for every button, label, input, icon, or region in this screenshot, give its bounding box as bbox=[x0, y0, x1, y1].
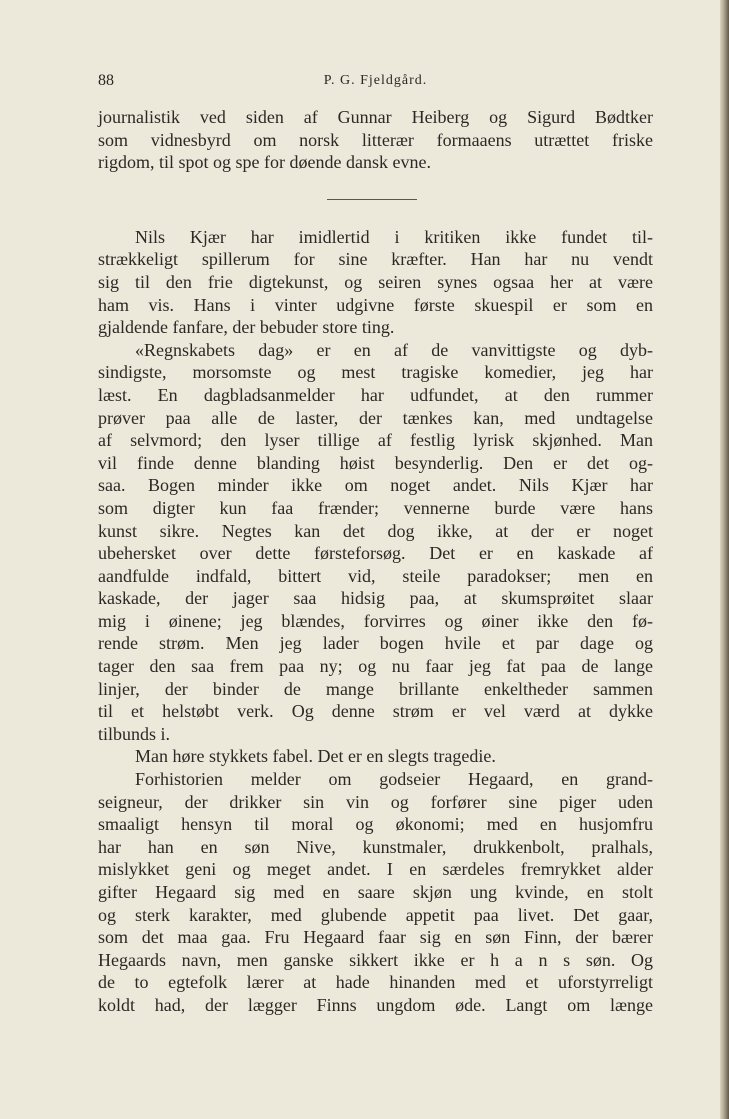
text-line: saa. Bogen minder ikke om noget andet. Nils Kjær har bbox=[98, 475, 653, 496]
text-line: Forhistorien melder om godseier Hegaard, en grand- bbox=[135, 769, 653, 790]
text-line: gifter Hegaard sig med en saare skjøn ung kvinde, en stolt bbox=[98, 882, 653, 902]
text-line: sindigste, morsomste og mest tragiske komedier, jeg har bbox=[98, 362, 653, 383]
text-line: af selvmord; den lyser tillige af festlig lyrisk skjønhed. Man bbox=[98, 430, 653, 451]
text-line: ham vis. Hans i vinter udgivne første skuespil er som en bbox=[98, 294, 653, 315]
text-line: strækkeligt spillerum for sine kræfter. Han har nu vendt bbox=[98, 249, 653, 270]
separator-rule bbox=[327, 199, 417, 200]
text-line: og sterk karakter, med glubende appetit paa livet. Det gaar, bbox=[98, 904, 653, 925]
text-line: gjaldende fanfare, der bebuder store ting. bbox=[98, 317, 395, 338]
text-line: rende strøm. Men jeg lader bogen hvile et par dage og bbox=[98, 633, 653, 654]
text-line: mig i øinene; jeg blændes, forvirres og øiner ikke den fø- bbox=[98, 610, 653, 631]
text-line: smaaligt hensyn til moral og økonomi; med en husjomfru bbox=[98, 814, 653, 835]
text-line: tilbunds i. bbox=[98, 723, 171, 744]
text-line: ubehersket over dette førsteforsøg. Det er en kaskade af bbox=[98, 543, 653, 564]
text-line: tager den saa frem paa ny; og nu faar jeg fat paa de lange bbox=[98, 656, 653, 677]
text-line: journalistik ved siden af Gunnar Heiberg og Sigurd Bødtker bbox=[98, 107, 653, 127]
text-line: Nils Kjær har imidlertid i kritiken ikke fundet til- bbox=[135, 226, 653, 247]
text-line: aandfulde indfald, bittert vid, steile paradokser; men en bbox=[98, 565, 653, 586]
text-line: kaskade, der jager saa hidsig paa, at skumsprøitet slaar bbox=[98, 588, 653, 609]
text-line: Man høre stykkets fabel. Det er en slegts tragedie. bbox=[135, 746, 496, 767]
text-line: sig til den frie digtekunst, og seiren synes ogsaa her at være bbox=[98, 271, 653, 292]
text-line: mislykket geni og meget andet. I en særdeles fremrykket alder bbox=[98, 859, 653, 880]
page-header bbox=[98, 72, 653, 96]
text-line: som digter kun faa frænder; vennerne burde være hans bbox=[98, 497, 653, 518]
running-title: P. G. Fjeldgård. bbox=[323, 73, 428, 88]
page-edge bbox=[720, 0, 729, 1119]
text-line: seigneur, der drikker sin vin og forfører sine piger uden bbox=[98, 791, 653, 812]
text-line: rigdom, til spot og spe for døende dansk evne. bbox=[98, 152, 431, 173]
text-line: læst. En dagbladsanmelder har udfundet, at den rummer bbox=[98, 384, 653, 405]
text-line: kunst sikre. Negtes kan det dog ikke, at der er noget bbox=[98, 520, 653, 541]
text-line: «Regnskabets dag» er en af de vanvittigste og dyb- bbox=[135, 339, 653, 360]
page-number: 88 bbox=[98, 72, 114, 89]
text-line: linjer, der binder de mange brillante enkeltheder sammen bbox=[98, 678, 653, 699]
text-line: vil finde denne blanding høist besynderlig. Den er det og- bbox=[98, 452, 653, 473]
text-line: de to egtefolk lærer at hade hinanden med et uforstyrreligt bbox=[98, 972, 653, 993]
text-line: har han en søn Nive, kunstmaler, drukkenbolt, pralhals, bbox=[98, 836, 653, 857]
section-separator bbox=[98, 174, 653, 226]
text-line: Hegaards navn, men ganske sikkert ikke er h a n s søn. Og bbox=[98, 949, 653, 970]
text-line: prøver paa alle de laster, der tænkes kan, med undtagelse bbox=[98, 407, 653, 428]
text-line: som vidnesbyrd om norsk litterær formaaens utrættet friske bbox=[98, 129, 653, 150]
text-line: til et helstøbt verk. Og denne strøm er vel værd at dykke bbox=[98, 701, 653, 722]
text-line: koldt had, der lægger Finns ungdom øde. Langt om længe bbox=[98, 994, 653, 1015]
text-line: som det maa gaa. Fru Hegaard faar sig en søn Finn, der bærer bbox=[98, 927, 653, 948]
body-text bbox=[98, 106, 653, 1017]
